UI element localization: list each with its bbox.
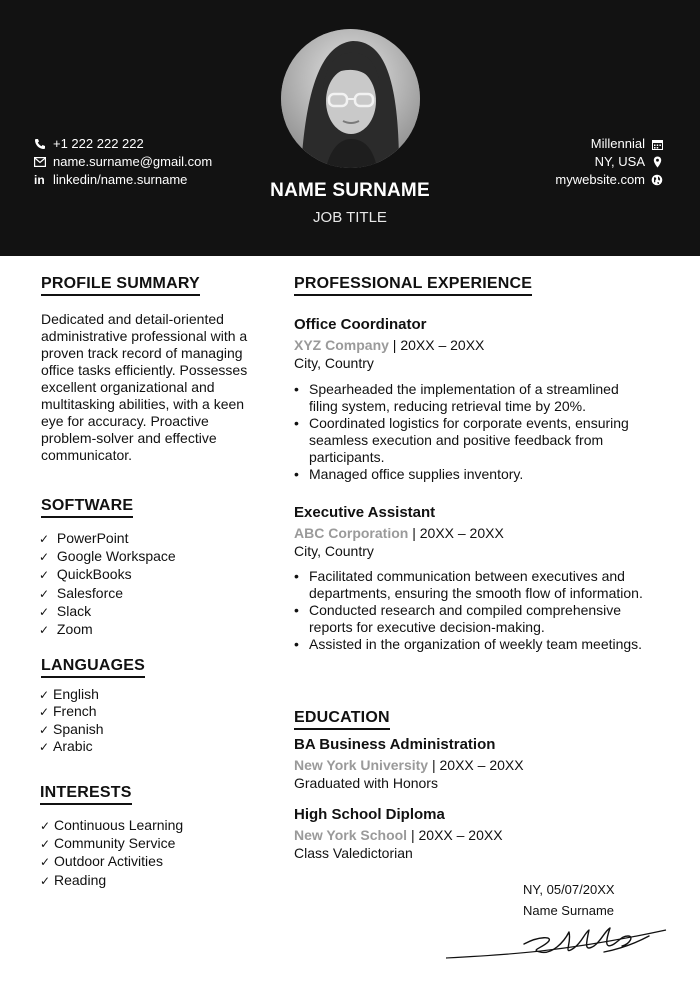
email-row: [34, 153, 212, 171]
experience-heading: PROFESSIONAL EXPERIENCE: [294, 275, 532, 296]
check-icon: ✓: [40, 837, 51, 852]
header-banner: [0, 0, 700, 256]
check-icon: ✓: [39, 550, 50, 565]
software-item: ✓ Google Workspace: [39, 548, 176, 566]
job-bullet: • Coordinated logistics for corporate events, ensuring seamless execution and positive feedback from participants.: [294, 415, 644, 466]
language-item: ✓ Arabic: [39, 737, 93, 754]
location-text: NY, USA: [594, 154, 645, 169]
software-item: ✓ QuickBooks: [39, 566, 176, 584]
check-icon: ✓: [40, 855, 51, 870]
candidate-name: NAME SURNAME: [270, 180, 430, 201]
candidate-job-title: JOB TITLE: [313, 209, 387, 226]
job-bullets: [294, 568, 654, 653]
envelope-icon: [34, 157, 48, 167]
job-company: ABC Corporation: [294, 525, 409, 541]
language-item: ✓ Spanish: [39, 720, 104, 737]
job-bullet: • Managed office supplies inventory.: [294, 466, 644, 483]
job-company-line: [294, 525, 504, 541]
education-heading: EDUCATION: [294, 709, 390, 730]
email-link[interactable]: name.surname@gmail.com: [53, 154, 213, 169]
software-item: ✓ Salesforce: [39, 585, 176, 603]
school-line: [294, 827, 503, 843]
language-item: ✓ French: [39, 703, 97, 720]
degree-title: BA Business Administration: [294, 736, 496, 753]
check-icon: ✓: [40, 873, 51, 888]
school-line: [294, 757, 524, 773]
signer-name: Name Surname: [523, 903, 615, 918]
job-dates: | 20XX – 20XX: [388, 337, 485, 353]
software-item: ✓ PowerPoint: [39, 530, 176, 548]
check-icon: ✓: [39, 586, 50, 601]
software-heading: SOFTWARE: [41, 497, 133, 518]
job-bullet: • Facilitated communication between executives and departments, ensuring the smooth flow of information.: [294, 568, 654, 602]
linkedin-icon: in: [34, 173, 45, 187]
check-icon: ✓: [39, 568, 50, 583]
job-bullets: [294, 381, 644, 483]
phone-text: +1 222 222 222: [53, 136, 144, 151]
location-pin-icon: [651, 156, 663, 168]
software-item: ✓ Zoom: [39, 621, 176, 639]
profile-summary-text: Dedicated and detail-oriented administrative professional with a proven track record of managing office tasks efficiently. Possesses excellent organizational and multitasking abilities, with a keen eye for accuracy. Proactive problem-solver and effective communicator.: [41, 311, 248, 463]
interest-item: ✓ Community Service: [40, 835, 183, 853]
job-bullet: • Conducted research and compiled comprehensive reports for executive decision-making.: [294, 602, 654, 636]
degree-note: Graduated with Honors: [294, 775, 438, 791]
check-icon: ✓: [39, 739, 50, 754]
phone-icon: [34, 138, 48, 150]
interest-item: ✓ Reading: [40, 872, 183, 890]
check-icon: ✓: [39, 722, 50, 737]
place-and-date: NY, 05/07/20XX: [523, 882, 615, 897]
job-bullet: • Assisted in the organization of weekly team meetings.: [294, 636, 654, 653]
interests-list: [40, 817, 183, 890]
calendar-icon: [651, 139, 663, 150]
profile-photo: [281, 29, 420, 168]
handwritten-signature: [444, 922, 670, 967]
generation-text: Millennial: [590, 136, 645, 151]
check-icon: ✓: [40, 819, 51, 833]
school-dates: | 20XX – 20XX: [407, 827, 503, 843]
check-icon: ✓: [39, 623, 50, 638]
job-role: Office Coordinator: [294, 316, 427, 333]
software-list: [39, 530, 176, 639]
website-link[interactable]: mywebsite.com: [555, 172, 645, 187]
location-row: [555, 153, 663, 171]
check-icon: ✓: [39, 705, 50, 720]
languages-list: [39, 686, 104, 755]
job-company-line: [294, 337, 484, 353]
linkedin-link[interactable]: linkedin/name.surname: [53, 172, 188, 187]
job-bullet: • Spearheaded the implementation of a streamlined filing system, reducing retrieval time by 20%.: [294, 381, 644, 415]
check-icon: ✓: [39, 532, 50, 546]
language-item: ✓ English: [39, 686, 99, 702]
job-location: City, Country: [294, 543, 374, 559]
school-name: New York University: [294, 757, 429, 773]
job-dates: | 20XX – 20XX: [408, 525, 504, 541]
interest-item: ✓ Outdoor Activities: [40, 853, 183, 871]
school-name: New York School: [294, 827, 408, 843]
job-company: XYZ Company: [294, 337, 389, 353]
interest-item: ✓ Continuous Learning: [40, 817, 183, 835]
software-item: ✓ Slack: [39, 603, 176, 621]
degree-note: Class Valedictorian: [294, 845, 413, 861]
job-location: City, Country: [294, 355, 374, 371]
phone-row: [34, 135, 212, 153]
degree-title: High School Diploma: [294, 806, 445, 823]
school-dates: | 20XX – 20XX: [428, 757, 524, 773]
languages-heading: LANGUAGES: [41, 657, 145, 678]
interests-heading: INTERESTS: [40, 784, 132, 805]
check-icon: ✓: [39, 604, 50, 619]
job-role: Executive Assistant: [294, 504, 436, 521]
profile-summary-heading: PROFILE SUMMARY: [41, 275, 200, 296]
check-icon: ✓: [39, 688, 50, 702]
generation-row: [555, 135, 663, 153]
